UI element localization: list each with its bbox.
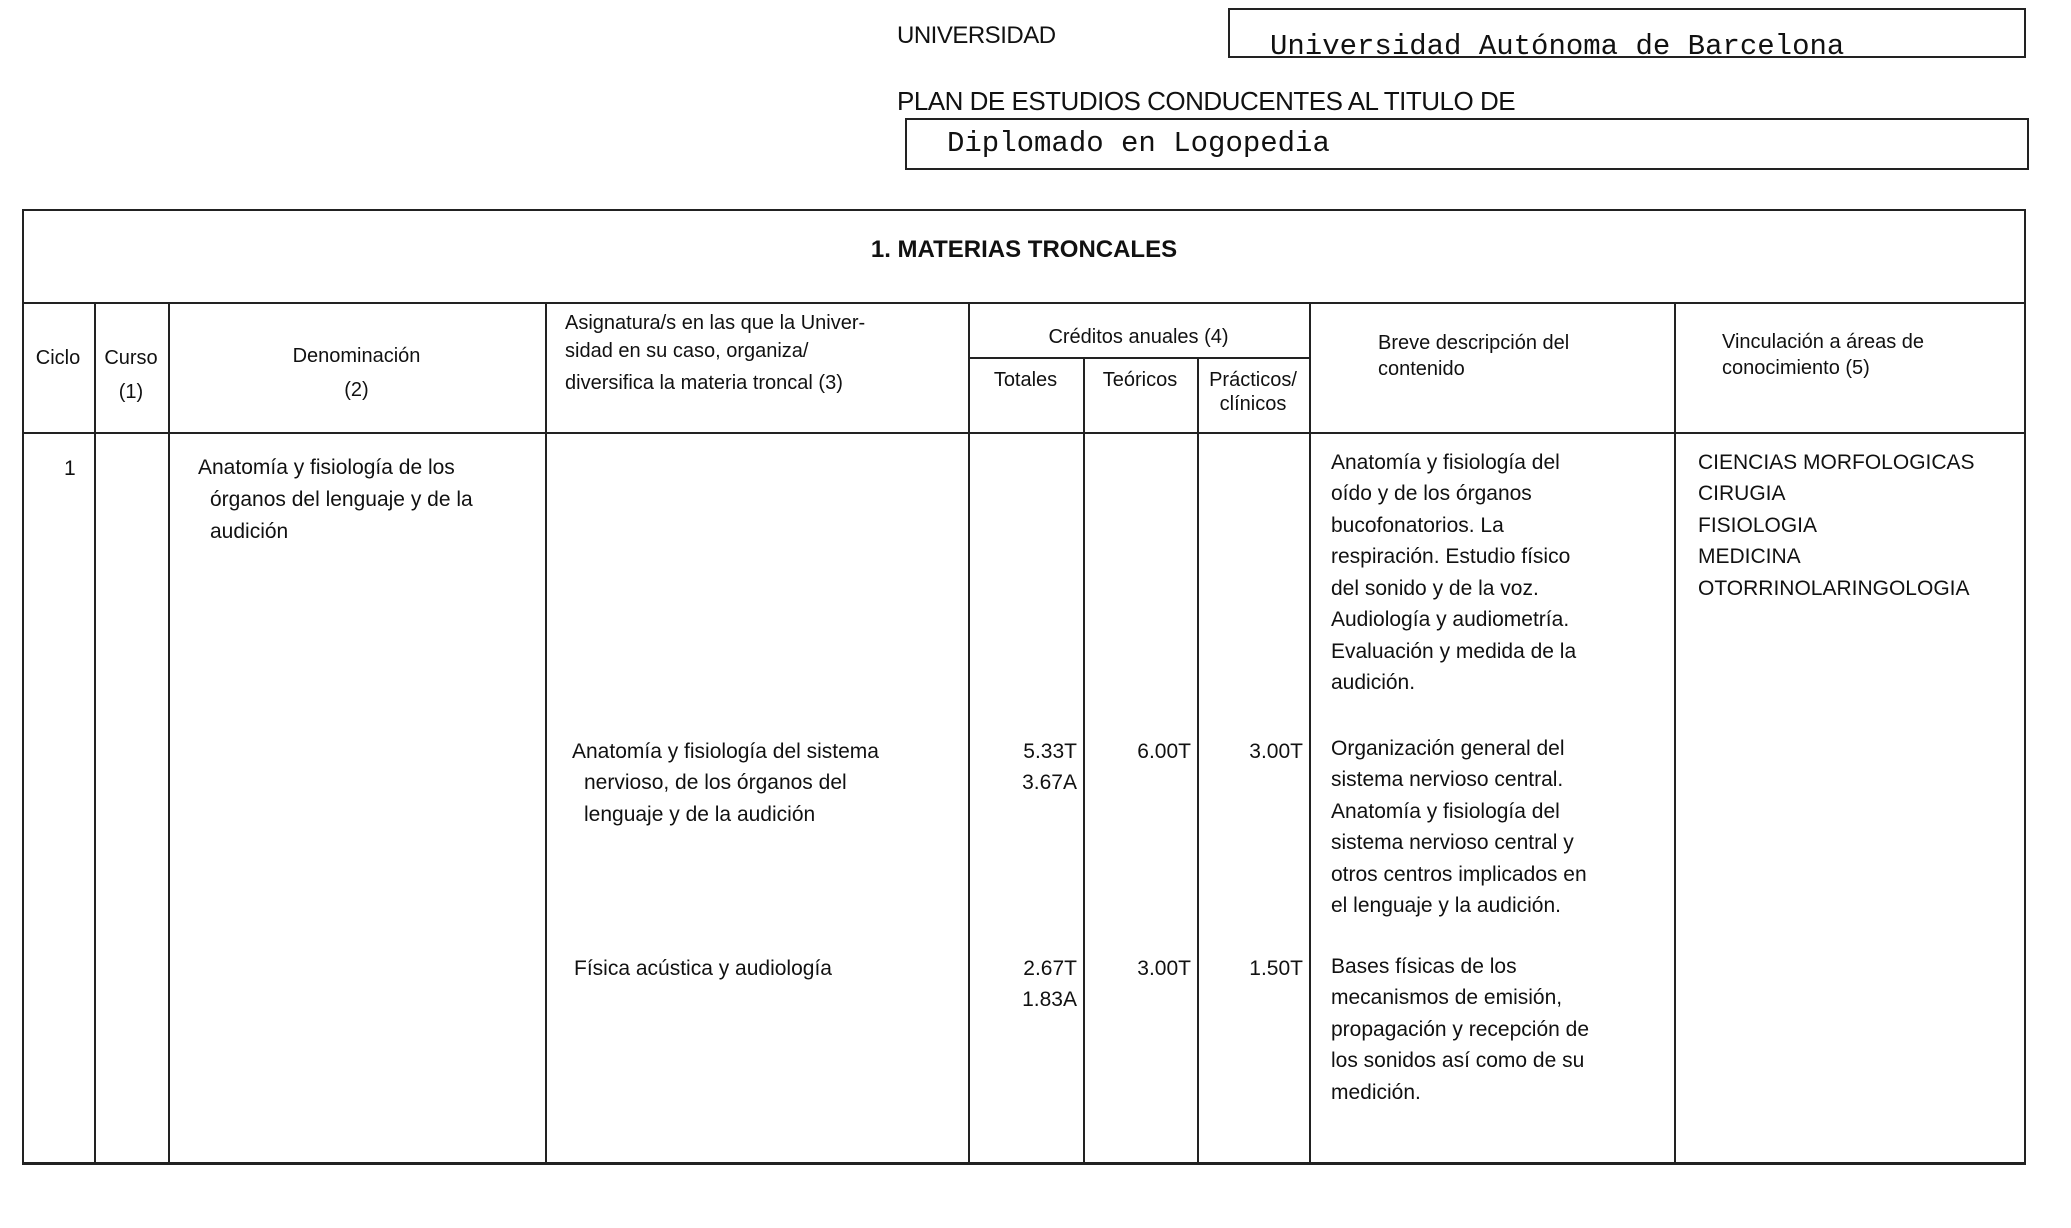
plan-label: PLAN DE ESTUDIOS CONDUCENTES AL TITULO DE xyxy=(897,86,1516,116)
header-asignatura: sidad en su caso, organiza/ xyxy=(565,340,809,362)
header-creditos: Créditos anuales (4) xyxy=(1048,326,1229,348)
header-top-rule xyxy=(22,302,2026,304)
asignatura-name-line: nervioso, de los órganos del xyxy=(584,771,847,794)
asignatura-descripcion-line: Anatomía y fisiología del xyxy=(1331,800,1560,823)
header-totales: Totales xyxy=(993,369,1058,391)
column-divider xyxy=(1309,302,1311,1164)
asignatura-descripcion-line: otros centros implicados en xyxy=(1331,863,1587,886)
header-vinculacion: Vinculación a áreas de xyxy=(1722,331,1924,353)
descripcion-line: Audiología y audiometría. xyxy=(1331,608,1570,631)
column-divider xyxy=(94,302,96,1164)
header-asignatura: Asignatura/s en las que la Univer- xyxy=(565,312,866,334)
university-name: Universidad Autónoma de Barcelona xyxy=(1270,30,1845,63)
creditos-practicos: 1.50T xyxy=(1249,957,1303,980)
ciclo-value: 1 xyxy=(64,457,76,480)
header-curso-note: (1) xyxy=(118,381,144,403)
column-divider xyxy=(545,302,547,1164)
descripcion-line: Evaluación y medida de la xyxy=(1331,640,1577,663)
degree-title: Diplomado en Logopedia xyxy=(947,127,1330,160)
area-line: FISIOLOGIA xyxy=(1698,514,1818,537)
asignatura-name-line: lenguaje y de la audición xyxy=(584,803,816,826)
asignatura-descripcion-line: Organización general del xyxy=(1331,737,1565,760)
header-teoricos: Teóricos xyxy=(1102,369,1178,391)
descripcion-line: bucofonatorios. La xyxy=(1331,514,1504,537)
creditos-subheader-rule xyxy=(968,357,1309,359)
header-bottom-rule xyxy=(22,432,2026,434)
creditos-totales: 2.67T xyxy=(1023,957,1077,980)
header-vinculacion: conocimiento (5) xyxy=(1722,357,1870,379)
asignatura-descripcion-line: medición. xyxy=(1331,1081,1421,1104)
area-line: CIRUGIA xyxy=(1698,482,1786,505)
descripcion-line: respiración. Estudio físico xyxy=(1331,545,1571,568)
university-label: UNIVERSIDAD xyxy=(897,22,1056,49)
header-practicos: clínicos xyxy=(1219,393,1287,415)
asignatura-descripcion-line: propagación y recepción de xyxy=(1331,1018,1590,1041)
descripcion-line: del sonido y de la voz. xyxy=(1331,577,1539,600)
asignatura-descripcion-line: los sonidos así como de su xyxy=(1331,1049,1585,1072)
area-line: OTORRINOLARINGOLOGIA xyxy=(1698,577,1970,600)
asignatura-name-line: Física acústica y audiología xyxy=(574,957,832,980)
denominacion-line: audición xyxy=(210,520,289,543)
creditos-totales: 3.67A xyxy=(1022,771,1077,794)
header-practicos: Prácticos/ xyxy=(1209,369,1297,391)
creditos-teoricos: 6.00T xyxy=(1137,740,1191,763)
header-curso: Curso xyxy=(104,347,158,369)
header-ciclo: Ciclo xyxy=(35,347,81,369)
creditos-teoricos: 3.00T xyxy=(1137,957,1191,980)
asignatura-descripcion-line: sistema nervioso central y xyxy=(1331,831,1574,854)
creditos-practicos: 3.00T xyxy=(1249,740,1303,763)
header-denominacion: Denominación xyxy=(292,345,421,367)
column-divider xyxy=(968,302,970,1164)
header-asignatura: diversifica la materia troncal (3) xyxy=(565,372,843,394)
column-divider xyxy=(1674,302,1676,1164)
asignatura-descripcion-line: mecanismos de emisión, xyxy=(1331,986,1563,1009)
creditos-totales: 1.83A xyxy=(1022,988,1077,1011)
descripcion-line: oído y de los órganos xyxy=(1331,482,1532,505)
asignatura-descripcion-line: sistema nervioso central. xyxy=(1331,768,1564,791)
descripcion-line: Anatomía y fisiología del xyxy=(1331,451,1560,474)
asignatura-descripcion-line: Bases físicas de los xyxy=(1331,955,1517,978)
asignatura-descripcion-line: el lenguaje y la audición. xyxy=(1331,894,1561,917)
asignatura-name-line: Anatomía y fisiología del sistema xyxy=(572,740,879,763)
column-divider xyxy=(168,302,170,1164)
area-line: MEDICINA xyxy=(1698,545,1801,568)
header-descripcion: contenido xyxy=(1378,358,1465,380)
header-descripcion: Breve descripción del xyxy=(1378,332,1570,354)
descripcion-line: audición. xyxy=(1331,671,1416,694)
creditos-totales: 5.33T xyxy=(1023,740,1077,763)
denominacion-line: Anatomía y fisiología de los xyxy=(198,456,455,479)
header-denominacion-note: (2) xyxy=(344,379,369,401)
denominacion-line: órganos del lenguaje y de la xyxy=(210,488,473,511)
table-title: 1. MATERIAS TRONCALES xyxy=(870,236,1178,263)
area-line: CIENCIAS MORFOLOGICAS xyxy=(1698,451,1975,474)
